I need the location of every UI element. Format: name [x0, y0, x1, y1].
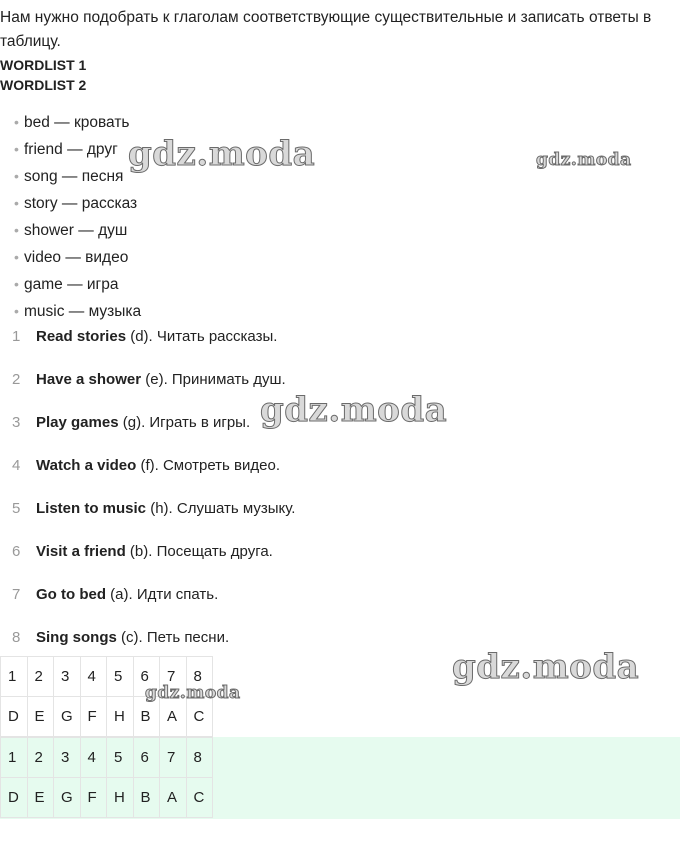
- intro-text: Нам нужно подобрать к глаголам соответствующие существительные и записать ответы в таблицу.: [0, 9, 652, 50]
- watermark: gdz.moda: [145, 683, 241, 703]
- table-cell: G: [54, 697, 81, 737]
- table-cell: A: [160, 697, 187, 737]
- task-item-5: 5 Listen to music (h). Слушать музыку.: [12, 500, 296, 517]
- table-cell: E: [27, 697, 54, 737]
- table-cell: E: [27, 778, 54, 818]
- table-cell: 3: [54, 738, 81, 778]
- wordlist-1-label: WORDLIST 1: [0, 57, 87, 73]
- table-cell: 4: [80, 657, 107, 697]
- watermark: gdz.moda: [128, 134, 316, 174]
- list-item: • friend — друг: [14, 137, 141, 164]
- task-item-8: 8 Sing songs (c). Петь песни.: [12, 629, 230, 646]
- bullet-icon: •: [14, 249, 19, 265]
- table-cell: A: [160, 778, 187, 818]
- list-item: • music — музыка: [14, 299, 141, 326]
- table-cell: 3: [54, 657, 81, 697]
- table-cell: 4: [80, 738, 107, 778]
- list-item: • video — видео: [14, 245, 141, 272]
- task-item-2: 2 Have a shower (e). Принимать душ.: [12, 371, 286, 388]
- bullet-icon: •: [14, 168, 19, 184]
- watermark: gdz.moda: [260, 390, 448, 430]
- task-item-6: 6 Visit a friend (b). Посещать друга.: [12, 543, 273, 560]
- table-cell: 8: [186, 657, 213, 697]
- table-cell: 1: [1, 657, 28, 697]
- table-row: [1, 778, 213, 818]
- table-cell: D: [1, 697, 28, 737]
- bullet-icon: •: [14, 222, 19, 238]
- table-cell: 2: [27, 738, 54, 778]
- table-cell: F: [80, 778, 107, 818]
- task-item-7: 7 Go to bed (a). Идти спать.: [12, 586, 219, 603]
- table-cell: 6: [133, 738, 160, 778]
- table-cell: 6: [133, 657, 160, 697]
- list-item: • story — рассказ: [14, 191, 141, 218]
- table-cell: 2: [27, 657, 54, 697]
- task-item-3: 3 Play games (g). Играть в игры.: [12, 414, 251, 431]
- list-item: • song — песня: [14, 164, 141, 191]
- table-cell: 8: [186, 738, 213, 778]
- table-cell: B: [133, 778, 160, 818]
- table-cell: 5: [107, 738, 134, 778]
- table-cell: F: [80, 697, 107, 737]
- task-item-1: 1 Read stories (d). Читать рассказы.: [12, 328, 278, 345]
- table-cell: 1: [1, 738, 28, 778]
- table-cell: H: [107, 778, 134, 818]
- vocabulary-list: [14, 110, 141, 326]
- table-cell: 5: [107, 657, 134, 697]
- table-cell: 7: [160, 738, 187, 778]
- answer-table-highlighted: [0, 737, 213, 818]
- table-cell: C: [186, 697, 213, 737]
- list-item: • game — игра: [14, 272, 141, 299]
- table-cell: G: [54, 778, 81, 818]
- bullet-icon: •: [14, 276, 19, 292]
- table-row: [1, 738, 213, 778]
- table-cell: B: [133, 697, 160, 737]
- watermark: gdz.moda: [452, 647, 640, 687]
- list-item: • shower — душ: [14, 218, 141, 245]
- table-cell: D: [1, 778, 28, 818]
- watermark: gdz.moda: [536, 150, 632, 170]
- bullet-icon: •: [14, 114, 19, 130]
- task-item-4: 4 Watch a video (f). Смотреть видео.: [12, 457, 280, 474]
- bullet-icon: •: [14, 195, 19, 211]
- bullet-icon: •: [14, 303, 19, 319]
- table-cell: C: [186, 778, 213, 818]
- table-cell: 7: [160, 657, 187, 697]
- table-cell: H: [107, 697, 134, 737]
- wordlist-2-label: WORDLIST 2: [0, 77, 87, 93]
- bullet-icon: •: [14, 141, 19, 157]
- list-item: • bed — кровать: [14, 110, 141, 137]
